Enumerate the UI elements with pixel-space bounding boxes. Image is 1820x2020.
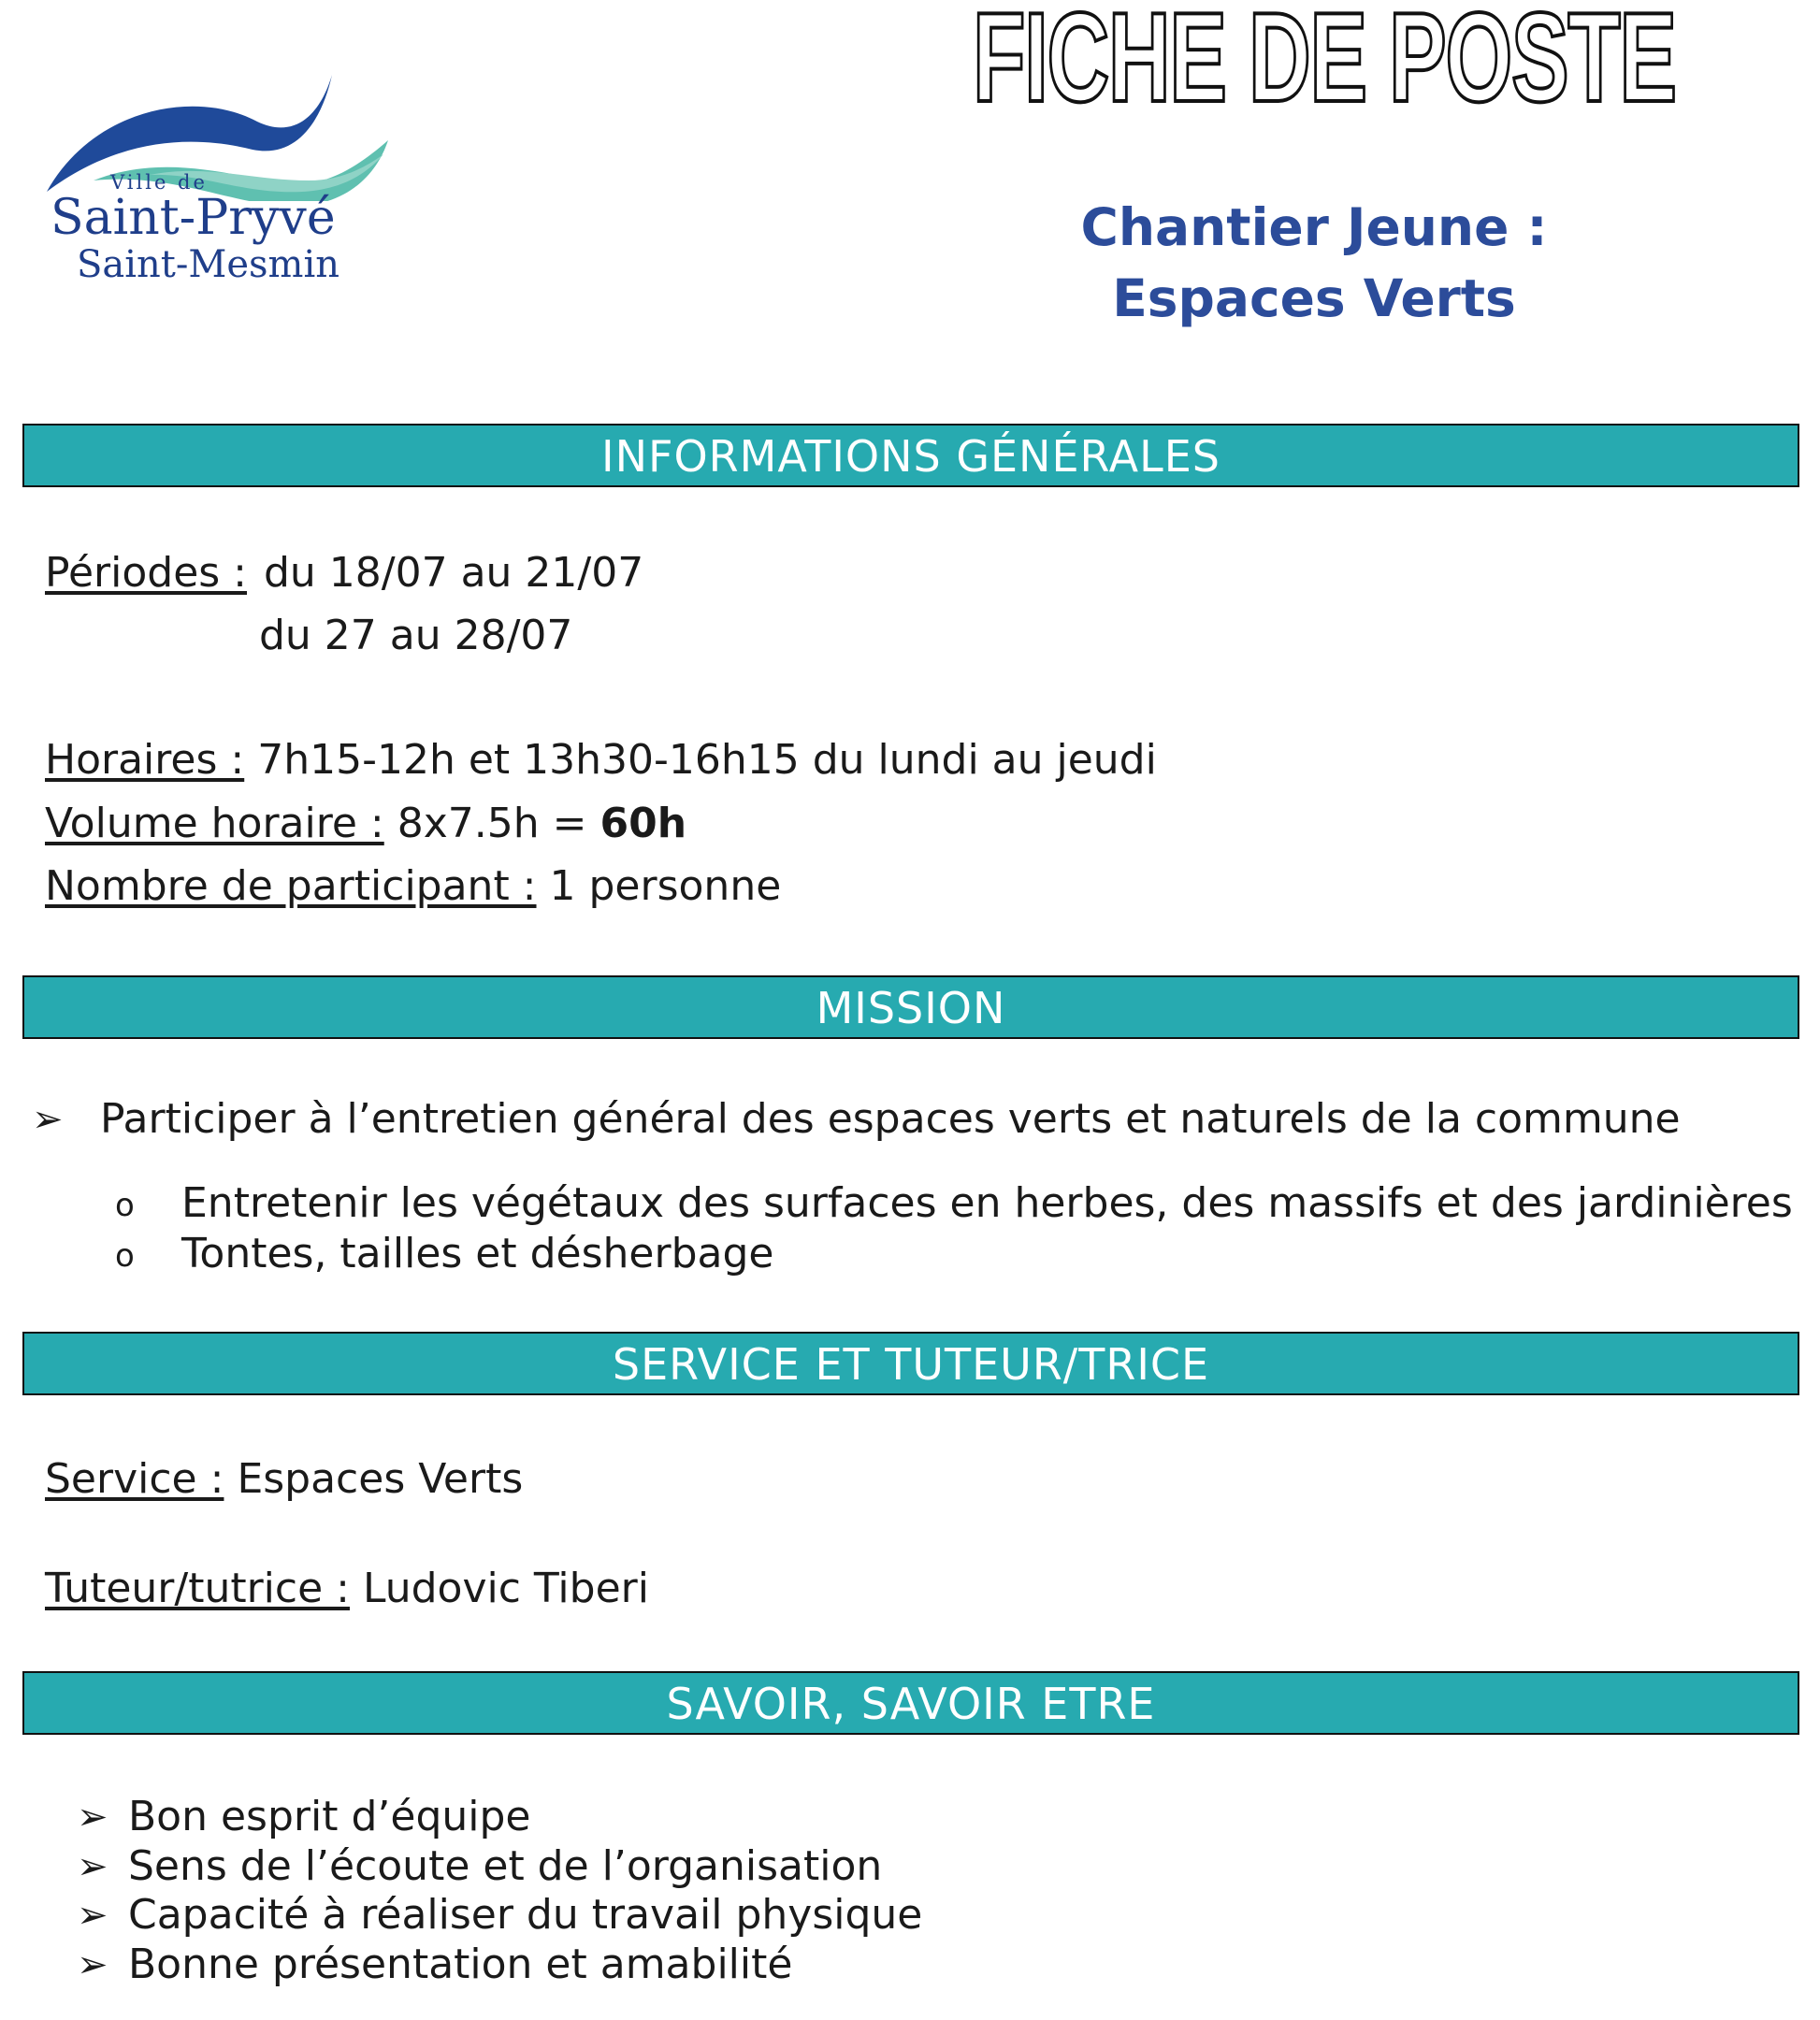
document-subtitle	[1038, 192, 1590, 334]
savoir-item: Capacité à réaliser du travail physique	[128, 1891, 923, 1939]
service-row	[45, 1456, 523, 1503]
section-heading-mission: MISSION	[22, 975, 1799, 1039]
arrow-bullet-icon: ➢	[77, 1943, 108, 1986]
volume-label: Volume horaire :	[45, 800, 384, 847]
participants-row	[45, 863, 781, 910]
volume-row	[45, 801, 686, 847]
volume-total: 60h	[599, 800, 687, 847]
horaires-row	[45, 737, 1157, 784]
tuteur-label: Tuteur/tutrice :	[45, 1565, 350, 1612]
mission-sub-item: Entretenir les végétaux des surfaces en herbes, des massifs et des jardinières	[181, 1179, 1793, 1227]
savoir-item: Bon esprit d’équipe	[128, 1793, 531, 1840]
service-value: Espaces Verts	[237, 1455, 524, 1503]
arrow-bullet-icon: ➢	[32, 1098, 64, 1141]
logo-line1-text: Saint-Pryvé	[51, 190, 336, 246]
savoir-item: Bonne présentation et amabilité	[128, 1941, 793, 1988]
arrow-bullet-icon: ➢	[77, 1894, 108, 1937]
city-logo	[37, 70, 402, 295]
volume-value: 8x7.5h =	[397, 800, 600, 847]
tuteur-row	[45, 1566, 649, 1612]
horaires-value: 7h15-12h et 13h30-16h15 du lundi au jeudi	[257, 736, 1157, 784]
arrow-bullet-icon: ➢	[77, 1796, 108, 1839]
circle-bullet-icon: o	[115, 1237, 135, 1275]
service-label: Service :	[45, 1455, 224, 1503]
participants-label: Nombre de participant :	[45, 862, 537, 910]
section-heading-service: SERVICE ET TUTEUR/TRICE	[22, 1332, 1799, 1395]
logo-line2-text: Saint-Mesmin	[77, 243, 340, 286]
savoir-item: Sens de l’écoute et de l’organisation	[128, 1842, 883, 1890]
subtitle-line-1: Chantier Jeune :	[1080, 197, 1548, 257]
periode-1: du 18/07 au 21/07	[264, 549, 644, 597]
section-heading-informations: INFORMATIONS GÉNÉRALES	[22, 424, 1799, 487]
tuteur-value: Ludovic Tiberi	[362, 1565, 649, 1612]
section-heading-savoir: SAVOIR, SAVOIR ETRE	[22, 1671, 1799, 1735]
subtitle-line-2: Espaces Verts	[1112, 268, 1516, 328]
circle-bullet-icon: o	[115, 1187, 135, 1224]
document-title: FICHE DE POSTE	[973, 0, 1676, 128]
mission-sub-item: Tontes, tailles et désherbage	[181, 1230, 774, 1277]
arrow-bullet-icon: ➢	[77, 1845, 108, 1888]
participants-value: 1 personne	[549, 862, 782, 910]
horaires-label: Horaires :	[45, 736, 245, 784]
periodes-label: Périodes :	[45, 549, 248, 597]
wave-logo-icon	[37, 70, 402, 201]
periode-2: du 27 au 28/07	[259, 612, 573, 659]
logo-ville-text: Ville de	[110, 171, 208, 194]
mission-main-item: Participer à l’entretien général des espaces verts et naturels de la commune	[100, 1095, 1681, 1143]
